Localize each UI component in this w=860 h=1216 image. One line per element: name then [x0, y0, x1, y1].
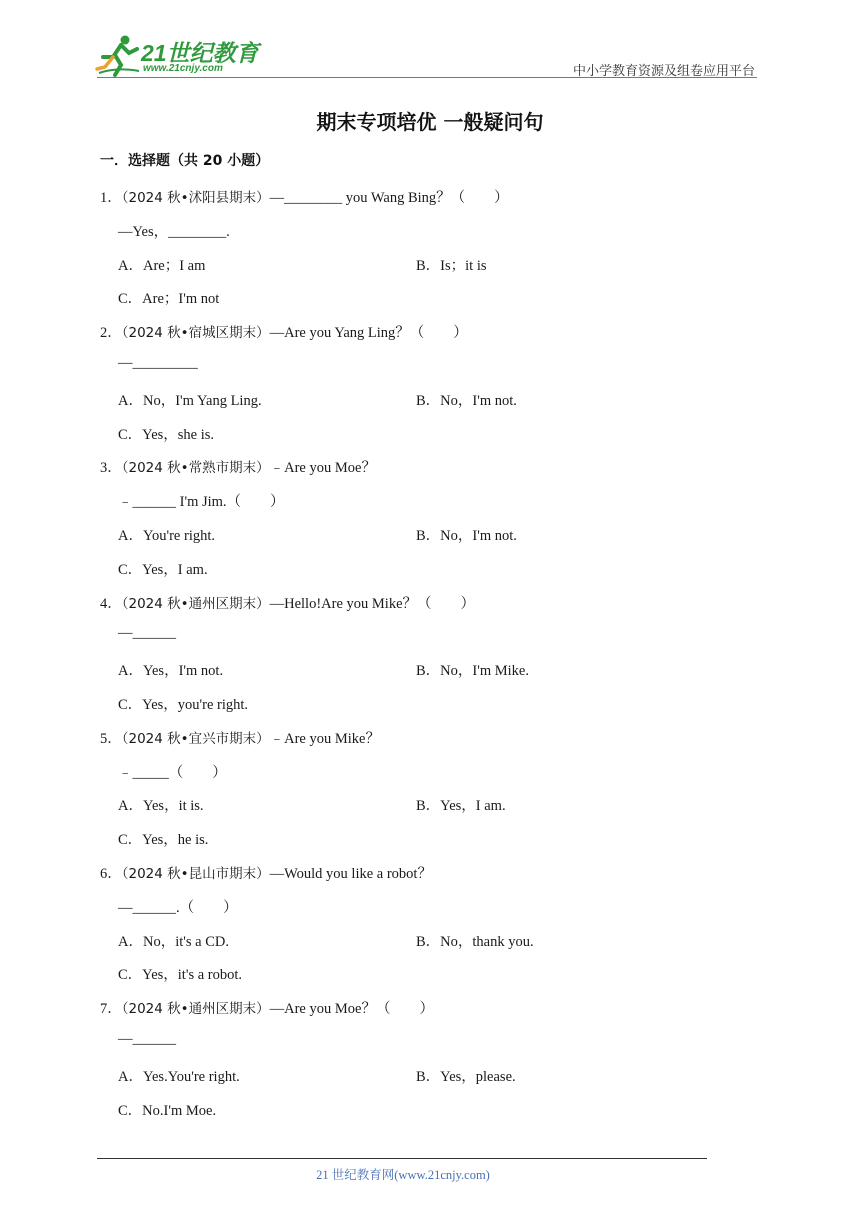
option-c: C．Yes，it's a robot. — [118, 967, 243, 984]
option-c: C．No.I'm Moe. — [118, 1102, 217, 1119]
option-a: A．No，it's a CD. — [118, 933, 229, 950]
footer-divider — [97, 1158, 707, 1159]
question-source: （2024 秋•宿城区期末） — [121, 325, 270, 342]
answer-line: —Yes，________. — [118, 223, 230, 240]
answer-line: ﹣______ I'm Jim.（ ） — [118, 494, 285, 511]
question-source: （2024 秋•常熟市期末） — [121, 460, 270, 477]
question-stem — [100, 321, 468, 342]
question-text: —Would you like a robot？ — [269, 866, 432, 882]
question-source: （2024 秋•沭阳县期末） — [121, 190, 270, 206]
option-c: C．Yes，she is. — [118, 426, 215, 443]
option-c: C．Yes，you're right. — [118, 697, 249, 713]
answer-line: —______.（ ） — [118, 899, 238, 916]
page-title: 期末专项培优 一般疑问句 — [316, 110, 544, 134]
option-c: C．Are；I'm not — [118, 291, 220, 308]
question-stem — [100, 997, 434, 1018]
option-a: A．No，I'm Yang Ling. — [118, 392, 262, 409]
question-stem — [100, 456, 376, 477]
question-number: 1． — [100, 190, 122, 206]
answer-line: ﹣_____（ ） — [118, 764, 227, 781]
section-heading: 一．选择题（共 20 小题） — [100, 153, 270, 169]
answer-line: —______ — [118, 1031, 176, 1047]
question-text: ﹣Are you Moe？ — [269, 460, 376, 477]
question-text: —Are you Yang Ling？（ ） — [269, 325, 468, 342]
option-c: C．Yes，he is. — [118, 832, 209, 849]
option-b: B．Yes，I am. — [416, 798, 506, 815]
question-number: 4． — [100, 595, 122, 612]
option-b: B．No，thank you. — [416, 933, 534, 950]
option-a: A．You're right. — [118, 528, 216, 544]
page-header — [0, 0, 860, 90]
option-a: A．Yes.You're right. — [118, 1068, 240, 1085]
question-source: （2024 秋•宜兴市期末） — [121, 730, 270, 747]
logo-url: www.21cnjy.com — [143, 63, 223, 74]
question-number: 7． — [100, 1001, 122, 1018]
question-stem — [100, 862, 432, 883]
logo-text: 21世纪教育 — [141, 40, 259, 66]
question-stem — [100, 727, 380, 748]
question-number: 3． — [100, 460, 122, 477]
question-source: （2024 秋•昆山市期末） — [121, 866, 270, 882]
option-b: B．Is；it is — [416, 257, 487, 274]
question-stem — [100, 186, 509, 207]
site-logo[interactable] — [95, 33, 265, 81]
question-text: ﹣Are you Mike？ — [269, 730, 380, 747]
option-a: A．Yes，it is. — [118, 798, 204, 815]
footer-link[interactable]: 21 世纪教育网(www.21cnjy.com) — [316, 1168, 490, 1182]
option-c: C．Yes，I am. — [118, 561, 208, 578]
header-divider — [97, 77, 757, 78]
runner-logo-icon — [95, 33, 141, 79]
question-text: —Are you Moe？（ ） — [269, 1001, 434, 1018]
option-b: B．Yes，please. — [416, 1068, 516, 1085]
option-a: A．Are；I am — [118, 257, 206, 274]
answer-line: —_________ — [118, 355, 198, 371]
option-b: B．No，I'm Mike. — [416, 663, 529, 680]
question-number: 2． — [100, 325, 122, 342]
question-stem — [100, 592, 475, 613]
question-text: —________ you Wang Bing？（ ） — [269, 190, 509, 206]
option-b: B．No，I'm not. — [416, 528, 517, 544]
option-b: B．No，I'm not. — [416, 392, 517, 409]
question-number: 5． — [100, 730, 122, 747]
platform-name: 中小学教育资源及组卷应用平台 — [572, 64, 755, 79]
question-text: —Hello!Are you Mike？（ ） — [269, 595, 476, 612]
question-source: （2024 秋•通州区期末） — [121, 1001, 270, 1018]
question-number: 6． — [100, 866, 122, 882]
question-source: （2024 秋•通州区期末） — [121, 595, 270, 612]
answer-line: —______ — [118, 625, 176, 642]
option-a: A．Yes，I'm not. — [118, 663, 224, 680]
